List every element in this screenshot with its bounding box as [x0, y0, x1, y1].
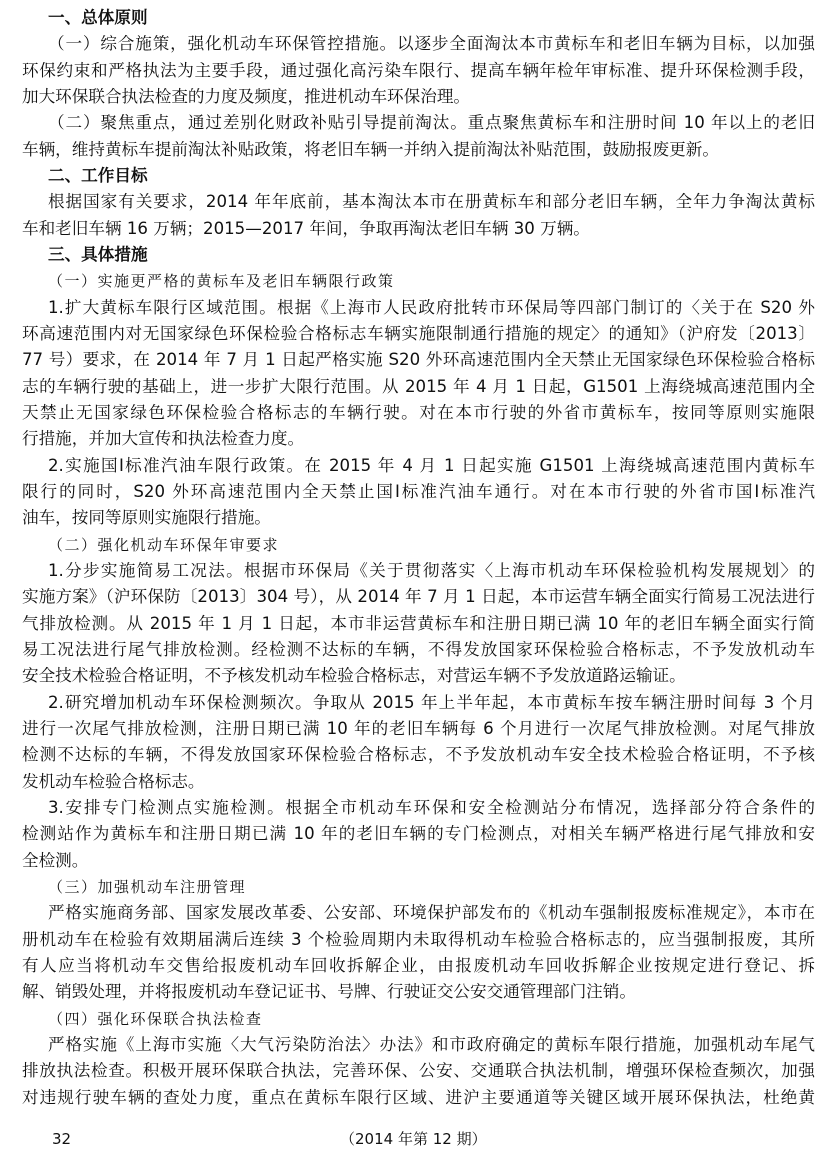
text-line: 严格实施《上海市实施〈大气污染防治法〉办法》和市政府确定的黄标车限行措施，加强机动车尾气 [48, 1034, 815, 1054]
text-line: （二）聚焦重点，通过差别化财政补贴引导提前淘汰。重点聚焦黄标车和注册时间 10 年以上的老旧 [48, 113, 815, 133]
text-line: 限行的同时，S20 外环高速范围内全天禁止国Ⅰ标准汽油车通行。对在本市行驶的外省市国Ⅰ标准汽 [22, 481, 815, 501]
text-line: 实施方案》（沪环保防〔2013〕304 号），从 2014 年 7 月 1 日起，本市运营车辆全面实行简易工况法进行 [22, 587, 815, 607]
text-line: 气排放检测。从 2015 年 1 月 1 日起，本市非运营黄标车和注册日期已满 10 年的老旧车辆全面实行简 [22, 613, 815, 633]
text-line: 77 号）要求，在 2014 年 7 月 1 日起严格实施 S20 外环高速范围内全天禁止无国家绿色环保检验合格标 [22, 350, 815, 370]
section-heading: 二、工作目标 [48, 165, 148, 185]
text-line: 1.分步实施简易工况法。根据市环保局《关于贯彻落实〈上海市机动车环保检验机构发展规划〉的 [48, 560, 815, 580]
section-heading: 三、具体措施 [48, 244, 148, 264]
text-line: 3.安排专门检测点实施检测。根据全市机动车环保和安全检测站分布情况，选择部分符合条件的 [48, 797, 815, 817]
subsection-heading: （一）实施更严格的黄标车及老旧车辆限行政策 [48, 272, 395, 291]
text-line: 有人应当将机动车交售给报废机动车回收拆解企业，由报废机动车回收拆解企业按规定进行登记、拆 [22, 955, 815, 975]
section-heading: 一、总体原则 [48, 8, 148, 27]
text-line: 发机动车检验合格标志。 [22, 771, 205, 791]
text-line: （一）综合施策，强化机动车环保管控措施。以逐步全面淘汰本市黄标车和老旧车辆为目标，以加强 [48, 34, 815, 54]
subsection-heading: （三）加强机动车注册管理 [48, 877, 247, 896]
text-line: 进行一次尾气排放检测，注册日期已满 10 年的老旧车辆每 6 个月进行一次尾气排放检测。对尾气排放 [22, 718, 815, 738]
text-line: 严格实施商务部、国家发展改革委、公安部、环境保护部发布的《机动车强制报废标准规定》，本市在 [48, 903, 815, 923]
text-line: 易工况法进行尾气排放检测。经检测不达标的车辆，不得发放国家环保检验合格标志，不予发放机动车 [22, 639, 815, 659]
text-line: 2.研究增加机动车环保检测频次。争取从 2015 年上半年起，本市黄标车按车辆注册时间每 3 个月 [48, 692, 815, 712]
text-line: 加大环保联合执法检查的力度及频度，推进机动车环保治理。 [22, 86, 471, 106]
text-line: 1.扩大黄标车限行区域范围。根据《上海市人民政府批转市环保局等四部门制订的〈关于在 S20 外 [48, 297, 815, 317]
text-line: 排放执法检查。积极开展环保联合执法，完善环保、公安、交通联合执法机制，增强环保检查频次，加强 [22, 1061, 815, 1081]
text-line: 检测不达标的车辆，不得发放国家环保检验合格标志，不予发放机动车安全技术检验合格证明，不予核 [22, 745, 815, 765]
page-number: 32 [52, 1130, 72, 1148]
text-line: 环高速范围内对无国家绿色环保检验合格标志车辆实施限制通行措施的规定〉的通知》（沪府发〔2013〕 [22, 323, 815, 343]
text-line: 2.实施国Ⅰ标准汽油车限行政策。在 2015 年 4 月 1 日起实施 G1501 上海绕城高速范围内黄标车 [48, 455, 815, 475]
text-line: 根据国家有关要求，2014 年年底前，基本淘汰本市在册黄标车和部分老旧车辆，全年力争淘汰黄标 [48, 192, 815, 212]
text-line: 天禁止无国家绿色环保检验合格标志的车辆行驶。对在本市行驶的外省市黄标车，按同等原则实施限 [22, 402, 815, 422]
issue-label: （2014 年第 12 期） [340, 1130, 487, 1148]
text-line: 册机动车在检验有效期届满后连续 3 个检验周期内未取得机动车检验合格标志的，应当强制报废，其所 [22, 929, 815, 949]
text-line: 环保约束和严格执法为主要手段，通过强化高污染车限行、提高车辆年检年审标准、提升环保检测手段， [22, 60, 815, 80]
text-line: 解、销毁处理，并将报废机动车登记证书、号牌、行驶证交公安交通管理部门注销。 [22, 982, 636, 1002]
text-line: 检测站作为黄标车和注册日期已满 10 年的老旧车辆的专门检测点，对相关车辆严格进行尾气排放和安 [22, 824, 815, 844]
text-line: 对违规行驶车辆的查处力度，重点在黄标车限行区域、进沪主要通道等关键区域开展环保执法，杜绝黄 [22, 1087, 815, 1107]
text-line: 油车，按同等原则实施限行措施。 [22, 508, 271, 528]
text-line: 全检测。 [22, 850, 89, 870]
text-line: 车辆，维持黄标车提前淘汰补贴政策，将老旧车辆一并纳入提前淘汰补贴范围，鼓励报废更新。 [22, 139, 719, 159]
text-line: 安全技术检验合格证明，不予核发机动车检验合格标志，对营运车辆不予发放道路运输证。 [22, 666, 686, 686]
text-line: 行措施，并加大宣传和执法检查力度。 [22, 429, 305, 449]
subsection-heading: （二）强化机动车环保年审要求 [48, 535, 280, 554]
text-line: 志的车辆行驶的基础上，进一步扩大限行范围。从 2015 年 4 月 1 日起，G1501 上海绕城高速范围内全 [22, 376, 815, 396]
subsection-heading: （四）强化环保联合执法检查 [48, 1009, 263, 1028]
text-line: 车和老旧车辆 16 万辆；2015—2017 年间，争取再淘汰老旧车辆 30 万辆。 [22, 218, 590, 238]
